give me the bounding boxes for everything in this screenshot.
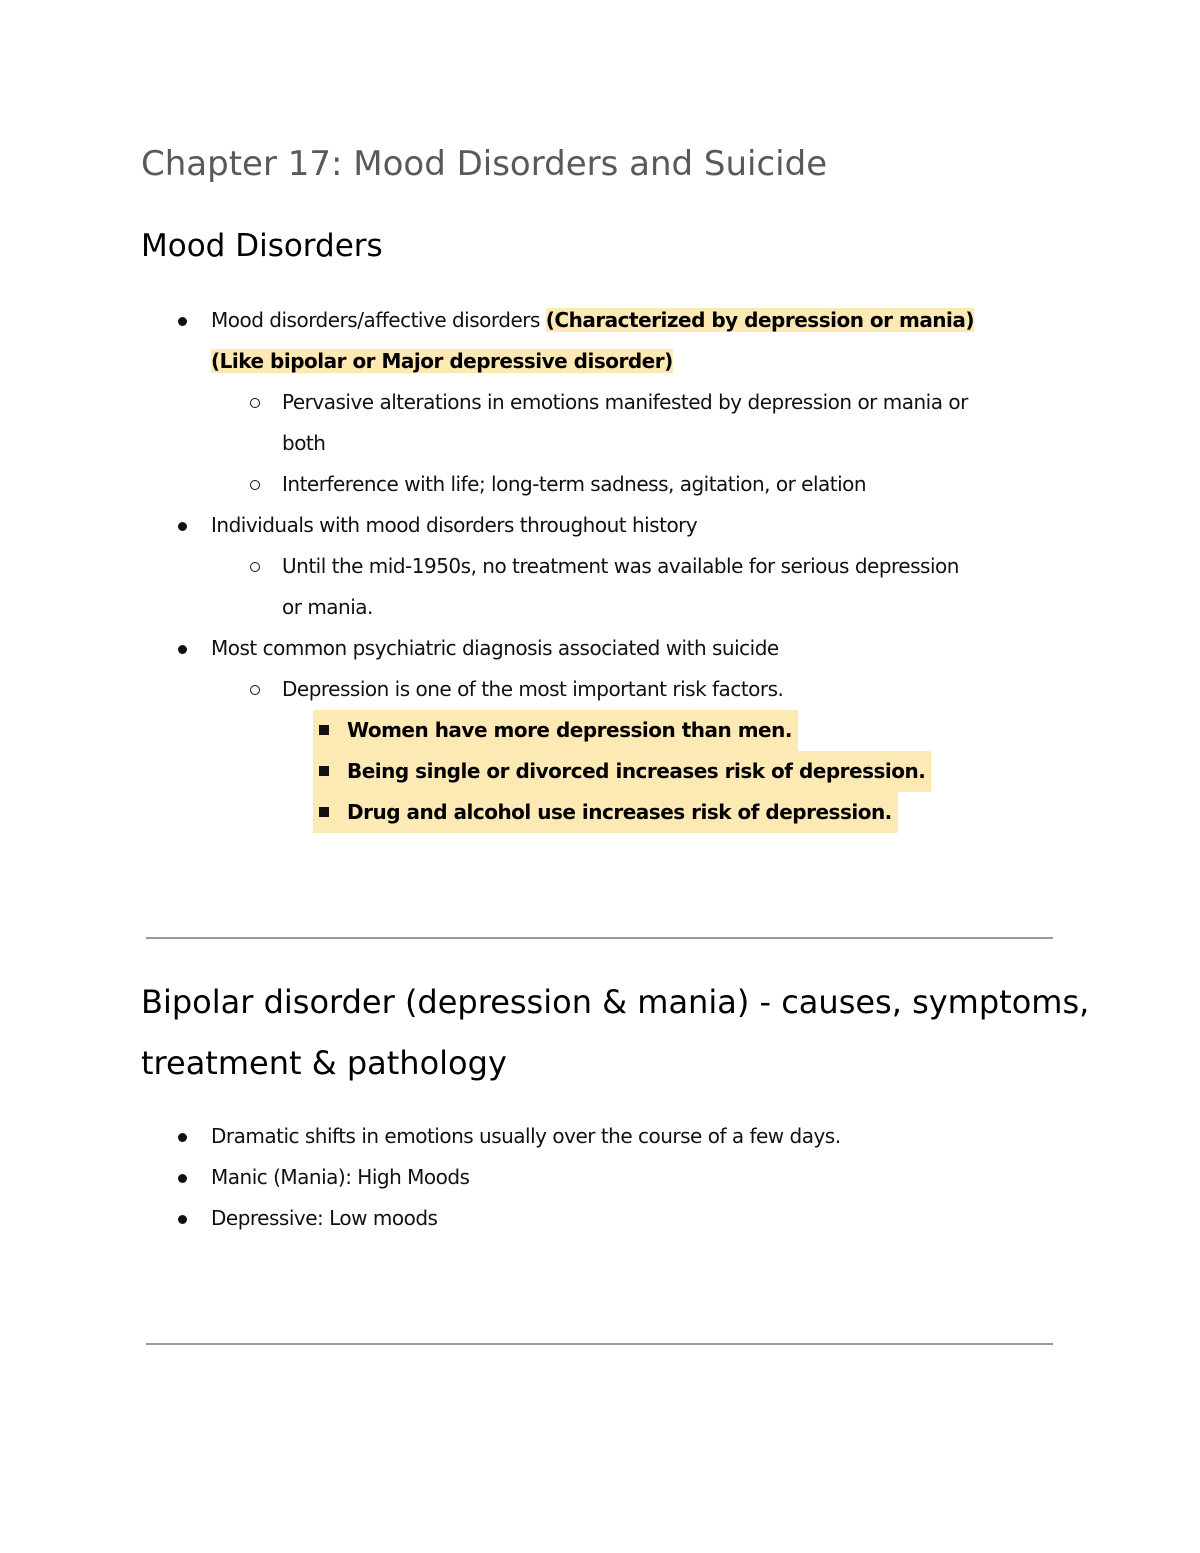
horizontal-divider [146,1343,1053,1345]
bullet-disc-icon [178,1215,187,1224]
highlighted-item [313,751,931,792]
sub-list-item-text: Until the mid-1950s, no treatment was available for serious depression [282,554,959,578]
bullet-square-icon [319,807,329,817]
list-item-text: Mood disorders/affective disorders [211,308,546,332]
bullet-circle-icon [250,562,260,572]
document-title: Chapter 17: Mood Disorders and Suicide [141,144,828,184]
section-heading-mood-disorders: Mood Disorders [141,228,383,264]
section-heading-bipolar: Bipolar disorder (depression & mania) - causes, symptoms, treatment & pathology [141,983,1090,1082]
horizontal-divider [146,937,1053,939]
list-item-text: Depressive: Low moods [211,1206,438,1230]
highlighted-text: (Like bipolar or Major depressive disorder) [211,349,673,373]
bullet-circle-icon [250,685,260,695]
bullet-square-icon [319,766,329,776]
sub-sub-list-item-text: Women have more depression than men. [347,718,792,742]
sub-sub-list-item-text: Drug and alcohol use increases risk of depression. [347,800,892,824]
sub-list-item-text: Interference with life; long-term sadness, agitation, or elation [282,472,867,496]
sub-list-item-text: both [282,431,326,455]
bullet-square-icon [319,725,329,735]
highlighted-text: (Characterized by depression or mania) [545,308,975,332]
highlighted-item [313,710,798,751]
bullet-disc-icon [178,317,187,326]
bullet-disc-icon [178,645,187,654]
sub-sub-list-item-text: Being single or divorced increases risk of depression. [347,759,926,783]
bullet-disc-icon [178,522,187,531]
bullet-disc-icon [178,1133,187,1142]
list-item-text: Most common psychiatric diagnosis associated with suicide [211,636,779,660]
highlighted-item [313,792,898,833]
list-item-text: Individuals with mood disorders throughout history [211,513,698,537]
sub-list-item-text: or mania. [282,595,373,619]
sub-list-item-text: Depression is one of the most important risk factors. [282,677,784,701]
bullet-circle-icon [250,480,260,490]
list-item-text: Dramatic shifts in emotions usually over the course of a few days. [211,1124,841,1148]
bullet-circle-icon [250,398,260,408]
bullet-disc-icon [178,1174,187,1183]
list-item-text: Manic (Mania): High Moods [211,1165,470,1189]
sub-list-item-text: Pervasive alterations in emotions manifested by depression or mania or [282,390,968,414]
